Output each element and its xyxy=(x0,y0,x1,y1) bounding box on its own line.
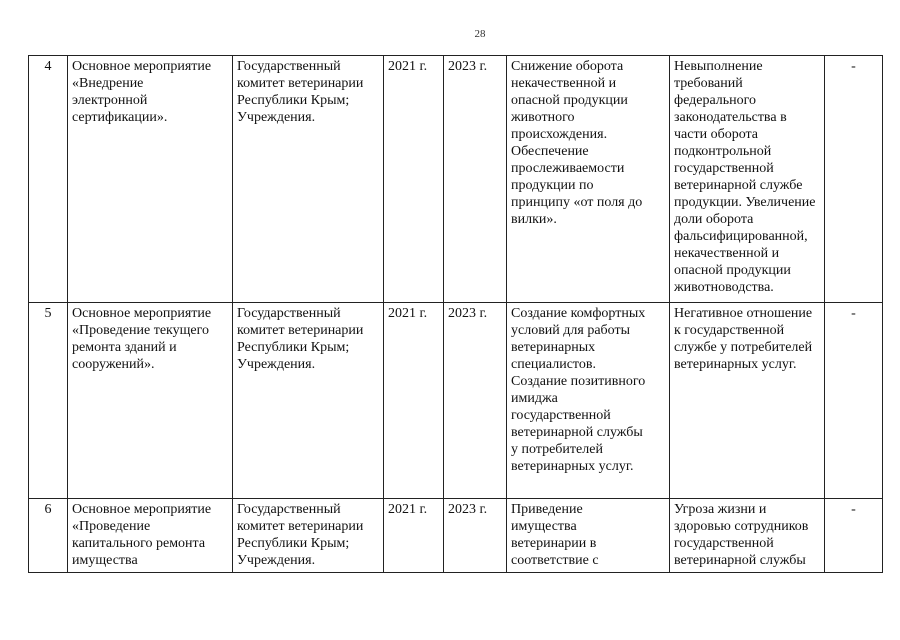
row-number: 4 xyxy=(29,56,68,303)
consequences-cell: Угроза жизни и здоровью сотрудников государственной ветеринарной службы xyxy=(670,499,825,573)
row-number: 6 xyxy=(29,499,68,573)
indicator-cell: - xyxy=(825,56,883,303)
table-row xyxy=(29,303,883,499)
indicator-cell: - xyxy=(825,499,883,573)
event-cell: Основное мероприятие «Проведение текущего ремонта зданий и сооружений». xyxy=(68,303,233,499)
expected-result-cell: Снижение оборота некачественной и опасной продукции животного происхождения. Обеспечение прослеживаемости продукции по принципу «от поля до вилки». xyxy=(507,56,670,303)
table-row xyxy=(29,499,883,573)
row-number: 5 xyxy=(29,303,68,499)
consequences-cell: Негативное отношение к государственной службе у потребителей ветеринарных услуг. xyxy=(670,303,825,499)
end-year-cell: 2023 г. xyxy=(444,499,507,573)
executor-cell: Государственный комитет ветеринарии Республики Крым; Учреждения. xyxy=(233,499,384,573)
start-year-cell: 2021 г. xyxy=(384,499,444,573)
consequences-cell: Невыполнение требований федерального законодательства в части оборота подконтрольной государственной ветеринарной службе продукции. Увеличение доли оборота фальсифицированной, некачественной и опасной продукции животноводства. xyxy=(670,56,825,303)
executor-cell: Государственный комитет ветеринарии Республики Крым; Учреждения. xyxy=(233,56,384,303)
event-cell: Основное мероприятие «Проведение капитального ремонта имущества xyxy=(68,499,233,573)
table-row xyxy=(29,56,883,303)
indicator-cell: - xyxy=(825,303,883,499)
executor-cell: Государственный комитет ветеринарии Республики Крым; Учреждения. xyxy=(233,303,384,499)
event-cell: Основное мероприятие «Внедрение электронной сертификации». xyxy=(68,56,233,303)
measures-table xyxy=(28,55,883,573)
page-number: 28 xyxy=(474,28,486,40)
expected-result-cell: Создание комфортных условий для работы ветеринарных специалистов. Создание позитивного имиджа государственной ветеринарной службы у потребителей ветеринарных услуг. xyxy=(507,303,670,499)
end-year-cell: 2023 г. xyxy=(444,303,507,499)
expected-result-cell: Приведение имущества ветеринарии в соответствие с xyxy=(507,499,670,573)
end-year-cell: 2023 г. xyxy=(444,56,507,303)
start-year-cell: 2021 г. xyxy=(384,303,444,499)
start-year-cell: 2021 г. xyxy=(384,56,444,303)
